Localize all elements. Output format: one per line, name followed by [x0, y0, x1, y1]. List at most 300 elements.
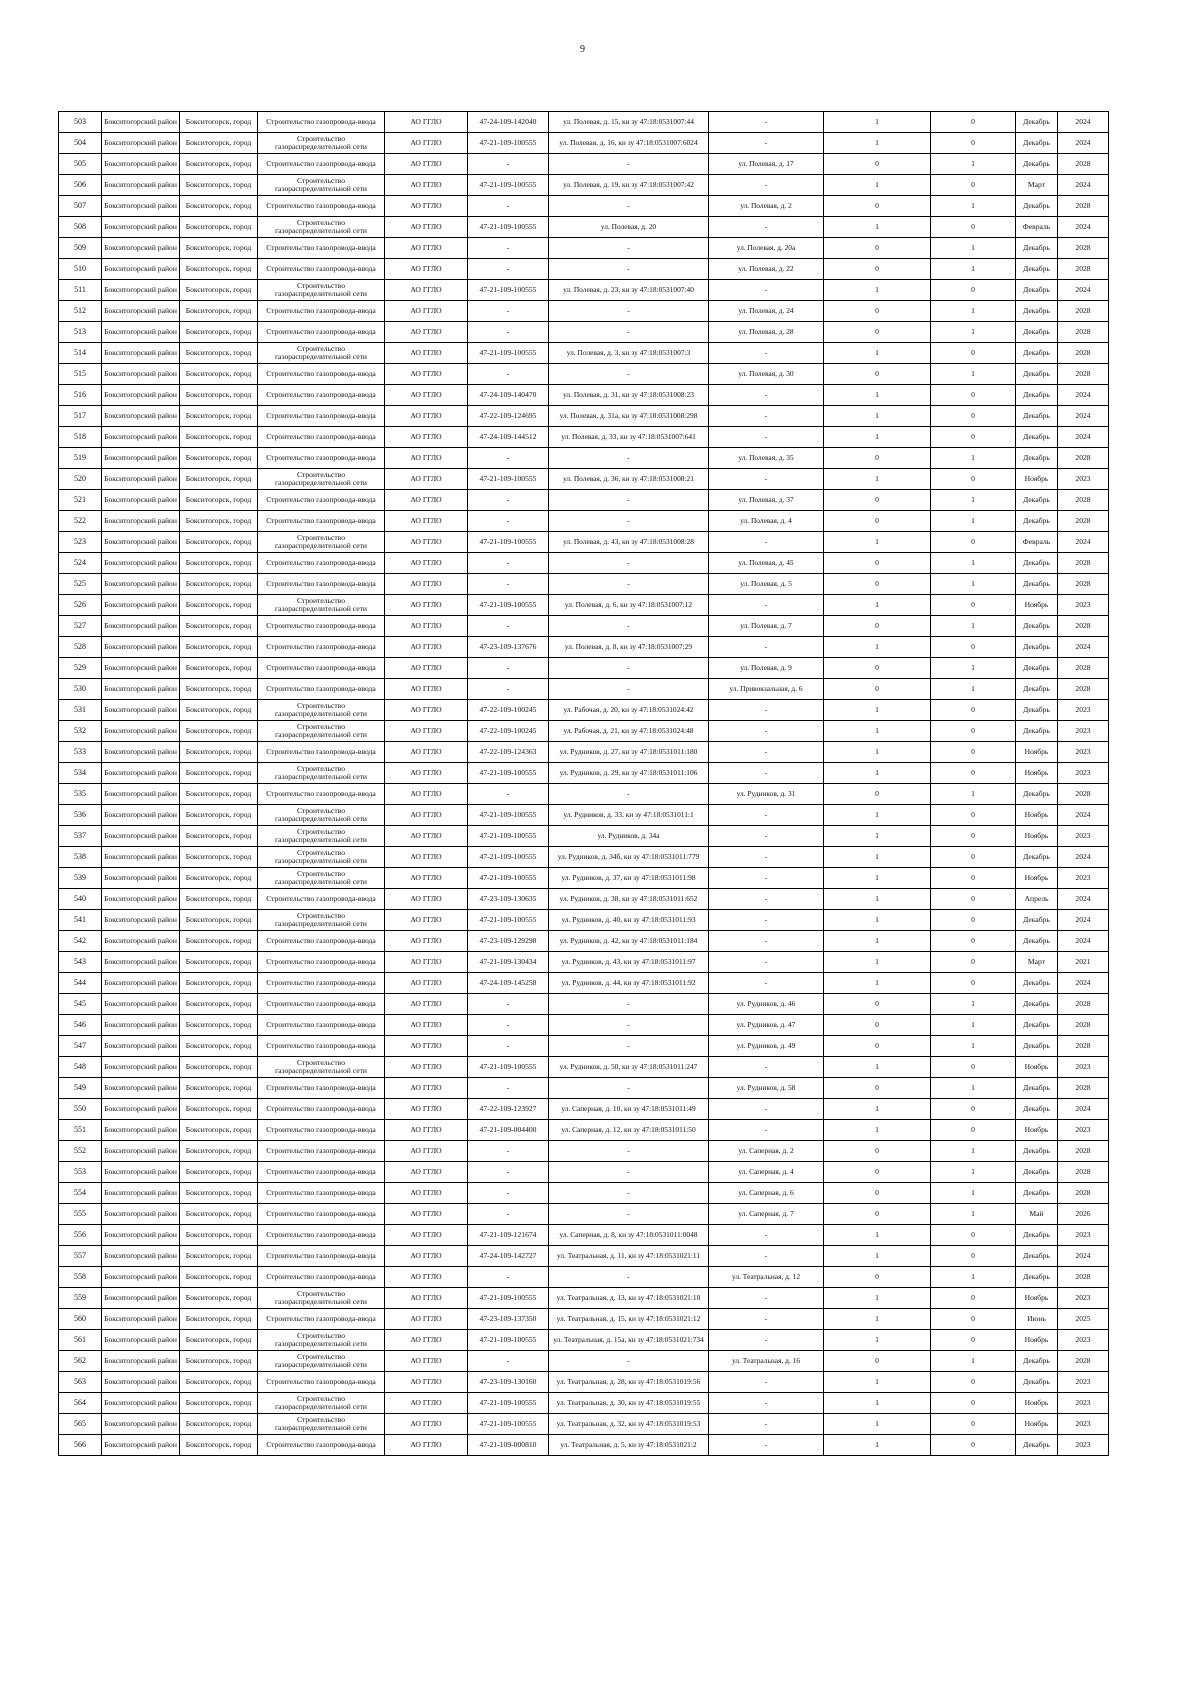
contract-number-cell: 47-21-109-100555: [468, 532, 549, 553]
year-cell: 2023: [1058, 763, 1109, 784]
contract-number-cell: -: [468, 994, 549, 1015]
table-row: [59, 1267, 1109, 1288]
connected-address-cell: ул. Рудников, д. 40, кн зу 47:18:0531011:93: [549, 910, 709, 931]
contract-number-cell: -: [468, 679, 549, 700]
year-cell: 2023: [1058, 1372, 1109, 1393]
connected-count-cell: 1: [824, 721, 931, 742]
table-row: [59, 1288, 1109, 1309]
planned-count-cell: 0: [931, 532, 1016, 553]
district-cell: Бокситогорский район: [102, 385, 180, 406]
organization-cell: АО ГГЛО: [385, 196, 468, 217]
planned-count-cell: 0: [931, 385, 1016, 406]
table-row: [59, 1225, 1109, 1246]
settlement-cell: Бокситогорск, город: [180, 910, 258, 931]
settlement-cell: Бокситогорск, город: [180, 385, 258, 406]
work-type-cell: Строительство газораспределительной сети: [258, 1330, 385, 1351]
settlement-cell: Бокситогорск, город: [180, 679, 258, 700]
connected-count-cell: 1: [824, 826, 931, 847]
connected-address-cell: ул. Полевая, д. 20: [549, 217, 709, 238]
planned-address-cell: ул. Полевая, д. 35: [709, 448, 824, 469]
contract-number-cell: 47-21-109-100555: [468, 826, 549, 847]
work-type-cell: Строительство газораспределительной сети: [258, 721, 385, 742]
table-row: [59, 1372, 1109, 1393]
month-cell: Ноябрь: [1016, 469, 1058, 490]
table-row: [59, 637, 1109, 658]
planned-address-cell: -: [709, 1225, 824, 1246]
month-cell: Февраль: [1016, 532, 1058, 553]
row-number-cell: 518: [59, 427, 102, 448]
connected-count-cell: 1: [824, 1414, 931, 1435]
row-number-cell: 550: [59, 1099, 102, 1120]
month-cell: Декабрь: [1016, 679, 1058, 700]
contract-number-cell: 47-21-109-100555: [468, 343, 549, 364]
organization-cell: АО ГГЛО: [385, 931, 468, 952]
row-number-cell: 504: [59, 133, 102, 154]
row-number-cell: 511: [59, 280, 102, 301]
organization-cell: АО ГГЛО: [385, 1183, 468, 1204]
settlement-cell: Бокситогорск, город: [180, 532, 258, 553]
row-number-cell: 546: [59, 1015, 102, 1036]
work-type-cell: Строительство газораспределительной сети: [258, 175, 385, 196]
row-number-cell: 517: [59, 406, 102, 427]
row-number-cell: 530: [59, 679, 102, 700]
year-cell: 2024: [1058, 112, 1109, 133]
year-cell: 2023: [1058, 868, 1109, 889]
year-cell: 2024: [1058, 1246, 1109, 1267]
row-number-cell: 560: [59, 1309, 102, 1330]
row-number-cell: 559: [59, 1288, 102, 1309]
district-cell: Бокситогорский район: [102, 784, 180, 805]
table-row: [59, 994, 1109, 1015]
row-number-cell: 516: [59, 385, 102, 406]
year-cell: 2024: [1058, 175, 1109, 196]
settlement-cell: Бокситогорск, город: [180, 700, 258, 721]
table-row: [59, 1162, 1109, 1183]
year-cell: 2023: [1058, 1330, 1109, 1351]
table-row: [59, 952, 1109, 973]
planned-count-cell: 1: [931, 1162, 1016, 1183]
connected-address-cell: ул. Полевая, д. 43, кн зу 47:18:0531008:28: [549, 532, 709, 553]
planned-address-cell: ул. Рудников, д. 47: [709, 1015, 824, 1036]
contract-number-cell: 47-21-109-121674: [468, 1225, 549, 1246]
settlement-cell: Бокситогорск, город: [180, 742, 258, 763]
work-type-cell: Строительство газораспределительной сети: [258, 595, 385, 616]
planned-address-cell: ул. Полевая, д. 4: [709, 511, 824, 532]
district-cell: Бокситогорский район: [102, 364, 180, 385]
planned-address-cell: -: [709, 1120, 824, 1141]
planned-address-cell: ул. Привокзальная, д. 6: [709, 679, 824, 700]
work-type-cell: Строительство газопровода-ввода: [258, 385, 385, 406]
district-cell: Бокситогорский район: [102, 1267, 180, 1288]
work-type-cell: Строительство газораспределительной сети: [258, 1288, 385, 1309]
work-type-cell: Строительство газопровода-ввода: [258, 679, 385, 700]
connected-count-cell: 0: [824, 196, 931, 217]
work-type-cell: Строительство газопровода-ввода: [258, 322, 385, 343]
connected-address-cell: -: [549, 154, 709, 175]
planned-address-cell: -: [709, 952, 824, 973]
connected-address-cell: ул. Полевая, д. 8, кн зу 47:18:0531007:29: [549, 637, 709, 658]
work-type-cell: Строительство газопровода-ввода: [258, 574, 385, 595]
year-cell: 2021: [1058, 952, 1109, 973]
connected-address-cell: -: [549, 238, 709, 259]
planned-count-cell: 0: [931, 217, 1016, 238]
connected-address-cell: -: [549, 322, 709, 343]
row-number-cell: 542: [59, 931, 102, 952]
month-cell: Декабрь: [1016, 1183, 1058, 1204]
year-cell: 2028: [1058, 679, 1109, 700]
month-cell: Декабрь: [1016, 280, 1058, 301]
organization-cell: АО ГГЛО: [385, 1141, 468, 1162]
organization-cell: АО ГГЛО: [385, 637, 468, 658]
district-cell: Бокситогорский район: [102, 763, 180, 784]
contract-number-cell: 47-21-109-004400: [468, 1120, 549, 1141]
month-cell: Декабрь: [1016, 784, 1058, 805]
connected-count-cell: 1: [824, 1330, 931, 1351]
planned-address-cell: -: [709, 133, 824, 154]
settlement-cell: Бокситогорск, город: [180, 1225, 258, 1246]
work-type-cell: Строительство газопровода-ввода: [258, 1141, 385, 1162]
settlement-cell: Бокситогорск, город: [180, 511, 258, 532]
organization-cell: АО ГГЛО: [385, 280, 468, 301]
organization-cell: АО ГГЛО: [385, 1120, 468, 1141]
organization-cell: АО ГГЛО: [385, 532, 468, 553]
organization-cell: АО ГГЛО: [385, 826, 468, 847]
table-row: [59, 826, 1109, 847]
month-cell: Декабрь: [1016, 973, 1058, 994]
district-cell: Бокситогорский район: [102, 301, 180, 322]
connected-count-cell: 0: [824, 364, 931, 385]
settlement-cell: Бокситогорск, город: [180, 1120, 258, 1141]
year-cell: 2023: [1058, 826, 1109, 847]
year-cell: 2024: [1058, 973, 1109, 994]
month-cell: Декабрь: [1016, 448, 1058, 469]
table-row: [59, 1120, 1109, 1141]
settlement-cell: Бокситогорск, город: [180, 364, 258, 385]
district-cell: Бокситогорский район: [102, 973, 180, 994]
district-cell: Бокситогорский район: [102, 322, 180, 343]
table-row: [59, 364, 1109, 385]
row-number-cell: 564: [59, 1393, 102, 1414]
month-cell: Ноябрь: [1016, 805, 1058, 826]
table-row: [59, 1036, 1109, 1057]
planned-address-cell: ул. Полевая, д. 30: [709, 364, 824, 385]
settlement-cell: Бокситогорск, город: [180, 952, 258, 973]
connected-count-cell: 1: [824, 868, 931, 889]
table-row: [59, 1078, 1109, 1099]
planned-count-cell: 1: [931, 1036, 1016, 1057]
connected-count-cell: 0: [824, 322, 931, 343]
district-cell: Бокситогорский район: [102, 742, 180, 763]
month-cell: Декабрь: [1016, 574, 1058, 595]
district-cell: Бокситогорский район: [102, 1204, 180, 1225]
year-cell: 2024: [1058, 532, 1109, 553]
contract-number-cell: -: [468, 784, 549, 805]
district-cell: Бокситогорский район: [102, 1078, 180, 1099]
work-type-cell: Строительство газораспределительной сети: [258, 343, 385, 364]
district-cell: Бокситогорский район: [102, 469, 180, 490]
connected-count-cell: 1: [824, 1372, 931, 1393]
contract-number-cell: -: [468, 448, 549, 469]
organization-cell: АО ГГЛО: [385, 1393, 468, 1414]
work-type-cell: Строительство газопровода-ввода: [258, 238, 385, 259]
district-cell: Бокситогорский район: [102, 448, 180, 469]
row-number-cell: 520: [59, 469, 102, 490]
work-type-cell: Строительство газопровода-ввода: [258, 1372, 385, 1393]
work-type-cell: Строительство газораспределительной сети: [258, 763, 385, 784]
settlement-cell: Бокситогорск, город: [180, 238, 258, 259]
contract-number-cell: 47-21-109-100555: [468, 1393, 549, 1414]
district-cell: Бокситогорский район: [102, 679, 180, 700]
month-cell: Декабрь: [1016, 1435, 1058, 1456]
connected-address-cell: -: [549, 1078, 709, 1099]
table-row: [59, 301, 1109, 322]
contract-number-cell: 47-21-109-100555: [468, 1414, 549, 1435]
connected-address-cell: ул. Рудников, д. 38, кн зу 47:18:0531011:652: [549, 889, 709, 910]
year-cell: 2023: [1058, 1225, 1109, 1246]
planned-count-cell: 0: [931, 1393, 1016, 1414]
table-row: [59, 574, 1109, 595]
organization-cell: АО ГГЛО: [385, 406, 468, 427]
planned-count-cell: 0: [931, 889, 1016, 910]
year-cell: 2025: [1058, 1309, 1109, 1330]
planned-count-cell: 0: [931, 595, 1016, 616]
connected-address-cell: ул. Театральная, д. 13, кн зу 47:18:0531021:10: [549, 1288, 709, 1309]
planned-address-cell: -: [709, 175, 824, 196]
row-number-cell: 524: [59, 553, 102, 574]
row-number-cell: 529: [59, 658, 102, 679]
district-cell: Бокситогорский район: [102, 406, 180, 427]
planned-address-cell: -: [709, 532, 824, 553]
settlement-cell: Бокситогорск, город: [180, 175, 258, 196]
planned-count-cell: 0: [931, 1435, 1016, 1456]
row-number-cell: 503: [59, 112, 102, 133]
table-row: [59, 784, 1109, 805]
connected-count-cell: 1: [824, 973, 931, 994]
row-number-cell: 508: [59, 217, 102, 238]
connected-address-cell: -: [549, 364, 709, 385]
work-type-cell: Строительство газопровода-ввода: [258, 637, 385, 658]
row-number-cell: 556: [59, 1225, 102, 1246]
year-cell: 2024: [1058, 805, 1109, 826]
connected-count-cell: 1: [824, 1435, 931, 1456]
contract-number-cell: 47-23-109-130635: [468, 889, 549, 910]
work-type-cell: Строительство газопровода-ввода: [258, 1015, 385, 1036]
planned-count-cell: 1: [931, 616, 1016, 637]
connected-address-cell: ул. Саперная, д. 10, кн зу 47:18:0531011:49: [549, 1099, 709, 1120]
district-cell: Бокситогорский район: [102, 1036, 180, 1057]
settlement-cell: Бокситогорск, город: [180, 1162, 258, 1183]
row-number-cell: 563: [59, 1372, 102, 1393]
organization-cell: АО ГГЛО: [385, 889, 468, 910]
month-cell: Декабрь: [1016, 994, 1058, 1015]
settlement-cell: Бокситогорск, город: [180, 784, 258, 805]
organization-cell: АО ГГЛО: [385, 721, 468, 742]
contract-number-cell: -: [468, 1078, 549, 1099]
planned-address-cell: ул. Полевая, д. 2: [709, 196, 824, 217]
connected-address-cell: -: [549, 553, 709, 574]
planned-address-cell: -: [709, 889, 824, 910]
planned-count-cell: 1: [931, 1267, 1016, 1288]
organization-cell: АО ГГЛО: [385, 217, 468, 238]
contract-number-cell: -: [468, 574, 549, 595]
district-cell: Бокситогорский район: [102, 112, 180, 133]
contract-number-cell: 47-24-109-142727: [468, 1246, 549, 1267]
connected-count-cell: 1: [824, 595, 931, 616]
connected-address-cell: -: [549, 994, 709, 1015]
settlement-cell: Бокситогорск, город: [180, 1099, 258, 1120]
district-cell: Бокситогорский район: [102, 805, 180, 826]
month-cell: Декабрь: [1016, 154, 1058, 175]
row-number-cell: 532: [59, 721, 102, 742]
district-cell: Бокситогорский район: [102, 490, 180, 511]
table-row: [59, 448, 1109, 469]
row-number-cell: 552: [59, 1141, 102, 1162]
planned-address-cell: -: [709, 931, 824, 952]
planned-address-cell: -: [709, 805, 824, 826]
district-cell: Бокситогорский район: [102, 1309, 180, 1330]
connected-count-cell: 1: [824, 805, 931, 826]
year-cell: 2023: [1058, 1393, 1109, 1414]
settlement-cell: Бокситогорск, город: [180, 868, 258, 889]
table-row: [59, 889, 1109, 910]
connected-address-cell: -: [549, 448, 709, 469]
work-type-cell: Строительство газопровода-ввода: [258, 994, 385, 1015]
planned-address-cell: -: [709, 1393, 824, 1414]
table-row: [59, 1414, 1109, 1435]
month-cell: Ноябрь: [1016, 742, 1058, 763]
connected-count-cell: 0: [824, 994, 931, 1015]
planned-address-cell: -: [709, 1330, 824, 1351]
year-cell: 2028: [1058, 574, 1109, 595]
district-cell: Бокситогорский район: [102, 658, 180, 679]
settlement-cell: Бокситогорск, город: [180, 1015, 258, 1036]
year-cell: 2028: [1058, 238, 1109, 259]
contract-number-cell: 47-21-109-100555: [468, 1057, 549, 1078]
district-cell: Бокситогорский район: [102, 238, 180, 259]
settlement-cell: Бокситогорск, город: [180, 154, 258, 175]
contract-number-cell: -: [468, 301, 549, 322]
page-number: 9: [580, 44, 585, 55]
work-type-cell: Строительство газораспределительной сети: [258, 1351, 385, 1372]
planned-count-cell: 1: [931, 679, 1016, 700]
contract-number-cell: 47-22-109-100245: [468, 700, 549, 721]
work-type-cell: Строительство газопровода-ввода: [258, 1036, 385, 1057]
month-cell: Ноябрь: [1016, 1120, 1058, 1141]
work-type-cell: Строительство газопровода-ввода: [258, 1099, 385, 1120]
planned-count-cell: 0: [931, 952, 1016, 973]
year-cell: 2023: [1058, 1414, 1109, 1435]
connected-count-cell: 1: [824, 952, 931, 973]
organization-cell: АО ГГЛО: [385, 784, 468, 805]
settlement-cell: Бокситогорск, город: [180, 1288, 258, 1309]
organization-cell: АО ГГЛО: [385, 343, 468, 364]
planned-address-cell: ул. Полевая, д. 5: [709, 574, 824, 595]
organization-cell: АО ГГЛО: [385, 658, 468, 679]
planned-count-cell: 1: [931, 1015, 1016, 1036]
planned-address-cell: ул. Рудников, д. 58: [709, 1078, 824, 1099]
connected-count-cell: 1: [824, 910, 931, 931]
planned-address-cell: ул. Театральная, д. 16: [709, 1351, 824, 1372]
table-row: [59, 868, 1109, 889]
planned-address-cell: -: [709, 469, 824, 490]
year-cell: 2023: [1058, 595, 1109, 616]
work-type-cell: Строительство газопровода-ввода: [258, 301, 385, 322]
year-cell: 2024: [1058, 406, 1109, 427]
year-cell: 2024: [1058, 931, 1109, 952]
district-cell: Бокситогорский район: [102, 1057, 180, 1078]
organization-cell: АО ГГЛО: [385, 553, 468, 574]
settlement-cell: Бокситогорск, город: [180, 1183, 258, 1204]
row-number-cell: 549: [59, 1078, 102, 1099]
connected-count-cell: 1: [824, 1288, 931, 1309]
district-cell: Бокситогорский район: [102, 280, 180, 301]
connected-address-cell: -: [549, 1351, 709, 1372]
connected-count-cell: 1: [824, 1246, 931, 1267]
connected-address-cell: ул. Рудников, д. 43, кн зу 47:18:0531011:97: [549, 952, 709, 973]
contract-number-cell: 47-21-109-130434: [468, 952, 549, 973]
connected-address-cell: ул. Рудников, д. 37, кн зу 47:18:0531011:98: [549, 868, 709, 889]
work-type-cell: Строительство газопровода-ввода: [258, 511, 385, 532]
year-cell: 2028: [1058, 322, 1109, 343]
contract-number-cell: 47-21-109-100555: [468, 805, 549, 826]
connected-address-cell: ул. Саперная, д. 8, кн зу 47:18:0531011:0048: [549, 1225, 709, 1246]
row-number-cell: 514: [59, 343, 102, 364]
settlement-cell: Бокситогорск, город: [180, 490, 258, 511]
contract-number-cell: 47-23-109-130160: [468, 1372, 549, 1393]
work-type-cell: Строительство газораспределительной сети: [258, 133, 385, 154]
year-cell: 2024: [1058, 637, 1109, 658]
connected-count-cell: 1: [824, 469, 931, 490]
month-cell: Ноябрь: [1016, 1330, 1058, 1351]
year-cell: 2028: [1058, 1351, 1109, 1372]
year-cell: 2028: [1058, 616, 1109, 637]
year-cell: 2028: [1058, 1141, 1109, 1162]
settlement-cell: Бокситогорск, город: [180, 889, 258, 910]
connected-count-cell: 1: [824, 931, 931, 952]
organization-cell: АО ГГЛО: [385, 742, 468, 763]
month-cell: Декабрь: [1016, 427, 1058, 448]
month-cell: Декабрь: [1016, 343, 1058, 364]
settlement-cell: Бокситогорск, город: [180, 217, 258, 238]
work-type-cell: Строительство газораспределительной сети: [258, 868, 385, 889]
district-cell: Бокситогорский район: [102, 1435, 180, 1456]
table-row: [59, 553, 1109, 574]
connected-address-cell: ул. Театральная, д. 15, кн зу 47:18:0531021:12: [549, 1309, 709, 1330]
table-row: [59, 427, 1109, 448]
connected-address-cell: ул. Полевая, д. 16, кн зу 47:18:0531007:6024: [549, 133, 709, 154]
organization-cell: АО ГГЛО: [385, 1330, 468, 1351]
year-cell: 2028: [1058, 490, 1109, 511]
connected-count-cell: 1: [824, 1393, 931, 1414]
work-type-cell: Строительство газопровода-ввода: [258, 1204, 385, 1225]
row-number-cell: 562: [59, 1351, 102, 1372]
district-cell: Бокситогорский район: [102, 721, 180, 742]
planned-count-cell: 0: [931, 469, 1016, 490]
planned-count-cell: 1: [931, 1204, 1016, 1225]
table-body: [59, 112, 1109, 1456]
planned-count-cell: 1: [931, 322, 1016, 343]
planned-count-cell: 1: [931, 1351, 1016, 1372]
row-number-cell: 507: [59, 196, 102, 217]
settlement-cell: Бокситогорск, город: [180, 1036, 258, 1057]
connected-count-cell: 1: [824, 133, 931, 154]
connected-count-cell: 0: [824, 1141, 931, 1162]
table-row: [59, 679, 1109, 700]
settlement-cell: Бокситогорск, город: [180, 427, 258, 448]
planned-count-cell: 0: [931, 805, 1016, 826]
planned-address-cell: -: [709, 427, 824, 448]
planned-count-cell: 0: [931, 406, 1016, 427]
